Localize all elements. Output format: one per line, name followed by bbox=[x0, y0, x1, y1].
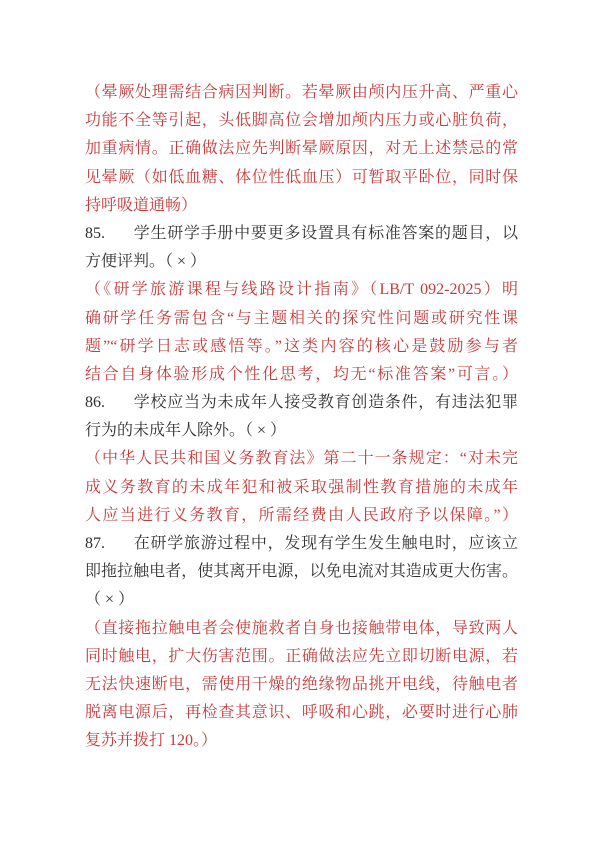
question-line: 方便评判。（ × ） bbox=[85, 253, 207, 271]
annotation-line: 加重病情。正确做法应先判断晕厥原因，对无上述禁忌的常 bbox=[85, 140, 518, 158]
annotation-line: 复苏并拨打 120。） bbox=[85, 732, 218, 750]
question-line: 行为的未成年人除外。（ × ） bbox=[85, 422, 287, 440]
annotation-line: 同时触电，扩大伤害范围。正确做法应先立即切断电源，若 bbox=[85, 647, 518, 665]
annotation-block-q84 bbox=[85, 79, 518, 220]
question-85 bbox=[85, 220, 518, 276]
question-line bbox=[85, 389, 518, 417]
question-number: 87. bbox=[85, 535, 105, 552]
annotation-line: （晕厥处理需结合病因判断。若晕厥由颅内压升高、严重心 bbox=[85, 84, 518, 101]
question-answer-mark: （ × ） bbox=[85, 591, 135, 609]
question-text: 学校应当为未成年人接受教育创造条件，有违法犯罪 bbox=[133, 394, 518, 412]
annotation-line: 结合自身体验形成个性化思考，均无“标准答案”可言。） bbox=[85, 365, 518, 383]
annotation-line: （直接拖拉触电者会使施救者自身也接触带电体，导致两人 bbox=[85, 619, 518, 637]
page-content bbox=[85, 79, 518, 756]
annotation-line: 确研学任务需包含“与主题相关的探究性问题或研究性课 bbox=[85, 309, 518, 327]
annotation-line: 见晕厥（如低血糖、体位性低血压）可暂取平卧位，同时保 bbox=[85, 168, 518, 186]
annotation-line: 功能不全等引起，头低脚高位会增加颅内压力或心脏负荷， bbox=[85, 112, 518, 130]
question-text: 学生研学手册中要更多设置具有标准答案的题目，以 bbox=[133, 224, 518, 242]
annotation-line: （中华人民共和国义务教育法》第二十一条规定：“对未完 bbox=[85, 450, 518, 468]
annotation-line: 人应当进行义务教育，所需经费由人民政府予以保障。”） bbox=[85, 506, 518, 524]
question-line bbox=[85, 530, 518, 558]
annotation-block-q85 bbox=[85, 276, 518, 389]
annotation-line: 题”“研学日志或感悟等。”这类内容的核心是鼓励参与者 bbox=[85, 337, 518, 355]
question-number: 86. bbox=[85, 394, 105, 412]
question-line: 即拖拉触电者，使其离开电源，以免电流对其造成更大伤害。 bbox=[85, 563, 518, 581]
annotation-block-q86 bbox=[85, 445, 518, 530]
annotation-block-q87 bbox=[85, 615, 518, 756]
annotation-line: 无法快速断电，需使用干燥的绝缘物品挑开电线，待触电者 bbox=[85, 675, 518, 693]
annotation-line: 成义务教育的未成年犯和被采取强制性教育措施的未成年 bbox=[85, 478, 518, 496]
question-87 bbox=[85, 530, 518, 615]
question-86 bbox=[85, 389, 518, 445]
annotation-line: （《研学旅游课程与线路设计指南》（LB/T 092-2025）明 bbox=[85, 281, 518, 299]
annotation-line: 持呼吸道通畅） bbox=[85, 196, 198, 214]
question-number: 85. bbox=[85, 224, 105, 242]
question-line bbox=[85, 220, 518, 248]
question-text: 在研学旅游过程中，发现有学生发生触电时，应该立 bbox=[133, 535, 518, 552]
annotation-line: 脱离电源后，再检查其意识、呼吸和心跳，必要时进行心肺 bbox=[85, 704, 518, 722]
